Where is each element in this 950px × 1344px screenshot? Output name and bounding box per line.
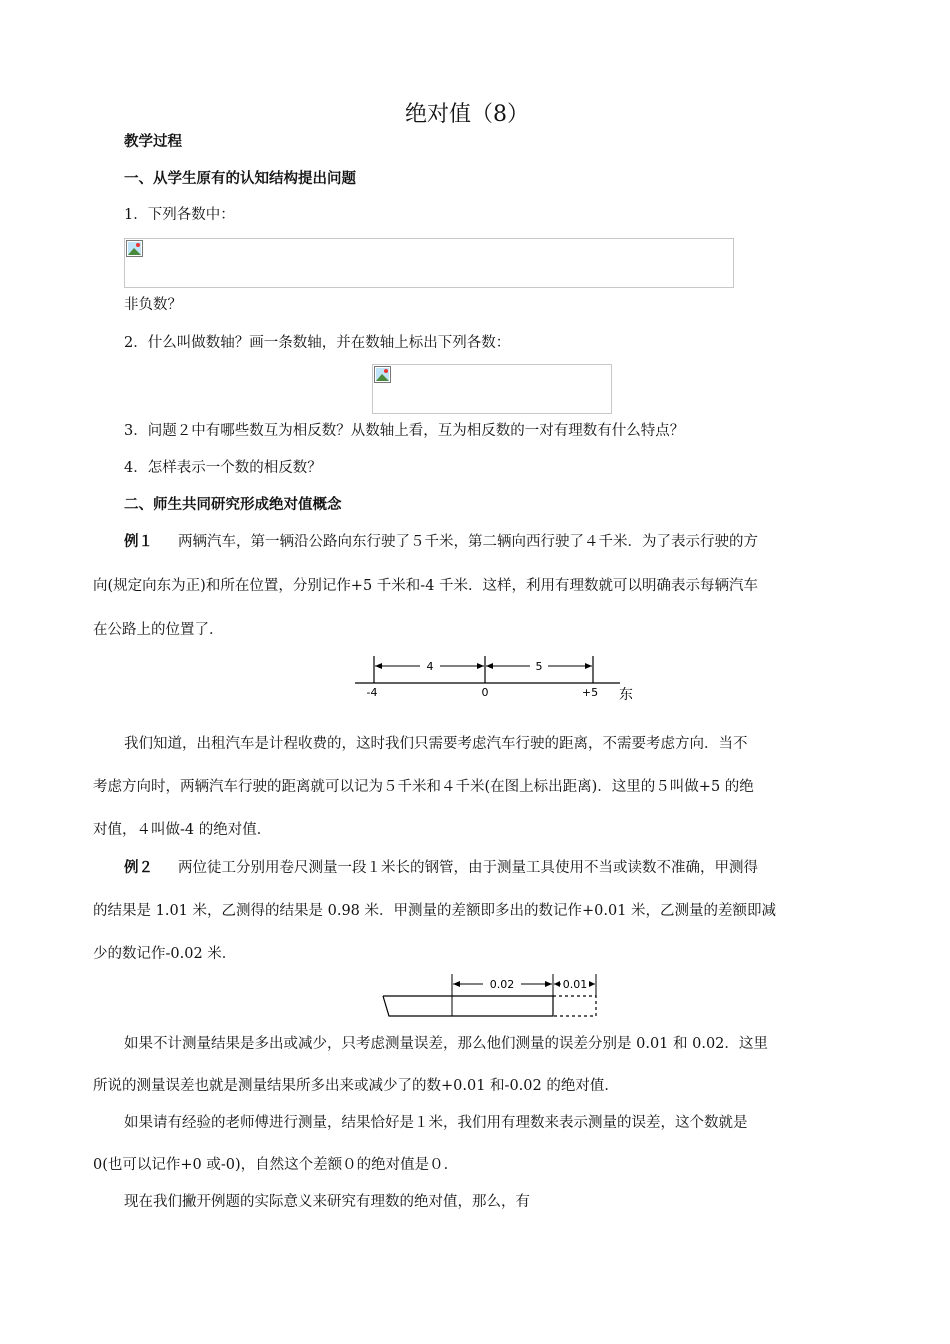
process-heading: 教学过程: [124, 134, 182, 150]
para3-line-1: 如果请有经验的老师傅进行测量，结果恰好是１米，我们用有理数来表示测量的误差，这个数就是: [124, 1115, 748, 1131]
segment-5-label: 5: [535, 660, 543, 673]
example1-line-2: 向(规定向东为正)和所在位置，分别记作+5 千米和-4 千米．这样，利用有理数就可以明确表示每辆汽车: [93, 578, 759, 594]
para1-line-3: 对值，４叫做-4 的绝对值．: [93, 822, 272, 838]
figure-car-number-line: [350, 650, 640, 705]
section2-heading: 二、师生共同研究形成绝对值概念: [124, 497, 342, 513]
question-1-followup: 非负数？: [124, 297, 182, 313]
dim-a-label: 0.02: [489, 978, 515, 991]
arrowhead: [554, 981, 560, 987]
direction-east-label: 东: [619, 687, 633, 703]
example2-label: 例２: [124, 860, 153, 876]
pipe-body: [383, 996, 553, 1016]
para2-line-2: 所说的测量误差也就是测量结果所多出来或减少了的数+0.01 和-0.02 的绝对值．: [93, 1078, 619, 1094]
pipe-extra-dashed: [553, 996, 596, 1016]
arrowhead: [477, 663, 484, 669]
para1-line-1: 我们知道，出租汽车是计程收费的，这时我们只需要考虑汽车行驶的距离，不需要考虑方向．当不: [124, 736, 748, 752]
section1-heading: 一、从学生原有的认知结构提出问题: [124, 171, 356, 187]
arrowhead: [453, 981, 460, 987]
arrowhead: [585, 663, 592, 669]
para1-line-2: 考虑方向时，两辆汽车行驶的距离就可以记为５千米和４千米(在图上标出距离)．这里的５叫做+5 的绝: [93, 779, 754, 795]
para3-line-2: 0(也可以记作+0 或-0)，自然这个差额０的绝对值是０．: [93, 1157, 459, 1173]
example1-label: 例１: [124, 534, 153, 550]
figure-pipe-measurement: [375, 968, 610, 1020]
question-2: 2．什么叫做数轴？画一条数轴，并在数轴上标出下列各数：: [124, 335, 511, 351]
question-1: 1．下列各数中：: [124, 207, 235, 223]
tick-label: +5: [581, 686, 599, 699]
question-4: 4．怎样表示一个数的相反数？: [124, 460, 322, 476]
image-placeholder-number-line: [372, 364, 612, 414]
tick-label: 0: [481, 686, 489, 699]
para2-line-1: 如果不计测量结果是多出或减少，只考虑测量误差，那么他们测量的误差分别是 0.01 和 0.02．这里: [124, 1036, 768, 1052]
example2-line-3: 少的数记作-0.02 米．: [93, 946, 237, 962]
page-title: 绝对值（8）: [405, 102, 529, 127]
dim-b-label: 0.01: [562, 978, 588, 991]
broken-image-icon: [126, 240, 143, 257]
segment-4-label: 4: [426, 660, 434, 673]
arrowhead: [589, 981, 595, 987]
arrowhead: [545, 981, 552, 987]
question-3: 3．问题２中有哪些数互为相反数？从数轴上看，互为相反数的一对有理数有什么特点？: [124, 423, 685, 439]
example1-line-3: 在公路上的位置了．: [93, 622, 224, 638]
example1-line-1: 两辆汽车，第一辆沿公路向东行驶了５千米，第二辆向西行驶了４千米．为了表示行驶的方: [178, 534, 758, 550]
para4: 现在我们撇开例题的实际意义来研究有理数的绝对值，那么，有: [124, 1194, 530, 1210]
arrowhead: [375, 663, 382, 669]
broken-image-icon: [374, 366, 391, 383]
tick-label: -4: [366, 686, 378, 699]
example2-line-1: 两位徒工分别用卷尺测量一段１米长的钢管，由于测量工具使用不当或读数不准确，甲测得: [178, 860, 758, 876]
arrowhead: [486, 663, 493, 669]
image-placeholder-numbers: [124, 238, 734, 288]
example2-line-2: 的结果是 1.01 米，乙测得的结果是 0.98 米．甲测量的差额即多出的数记作+0.01 米，乙测量的差额即减: [93, 903, 777, 919]
